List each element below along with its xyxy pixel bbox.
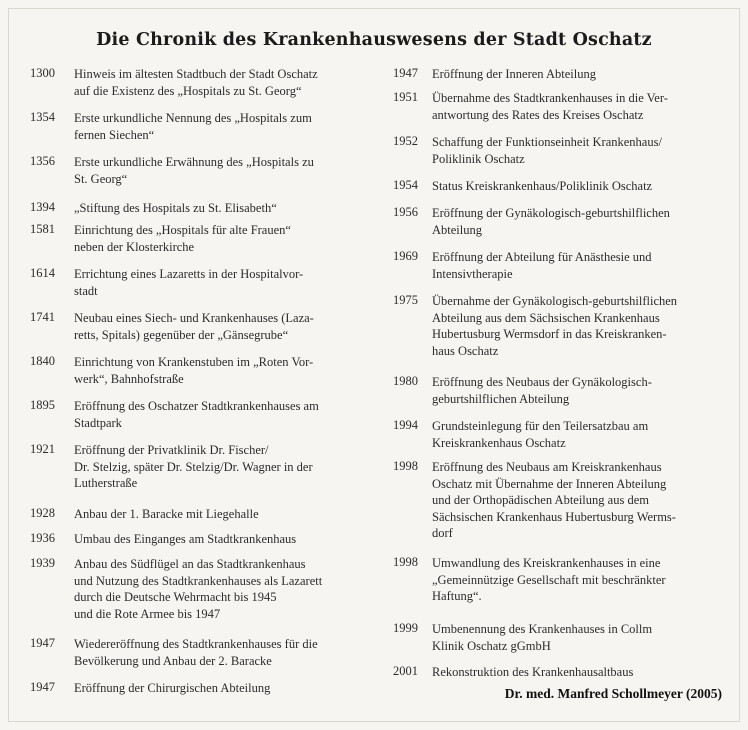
entry-line: Neubau eines Siech- und Krankenhauses (Laza- bbox=[74, 311, 314, 325]
entry-description bbox=[74, 680, 270, 697]
entry-line: und die Rote Armee bis 1947 bbox=[74, 606, 221, 621]
entry-year: 2001 bbox=[393, 664, 418, 678]
entry-description bbox=[74, 354, 313, 387]
page-title: Die Chronik des Krankenhauswesens der Stadt Oschatz bbox=[96, 30, 652, 50]
entry-description bbox=[432, 66, 596, 83]
entry-year: 1354 bbox=[30, 110, 55, 124]
entry-line: Umbau des Einganges am Stadtkrankenhaus bbox=[74, 532, 297, 546]
entry-line: Errichtung eines Lazaretts in der Hospitalvor- bbox=[74, 267, 304, 281]
entry-line: Bevölkerung und Anbau der 2. Baracke bbox=[74, 653, 272, 668]
entry-line: retts, Spitals) gegenüber der „Gänsegrube“ bbox=[74, 327, 289, 342]
entry-year: 1741 bbox=[30, 310, 55, 324]
entry-line: Übernahme des Stadtkrankenhauses in die Ver- bbox=[432, 91, 668, 105]
entry-line: Klinik Oschatz gGmbH bbox=[432, 638, 551, 653]
entry-line: Einrichtung des „Hospitals für alte Frauen“ bbox=[74, 223, 291, 237]
entry-line: Haftung“. bbox=[432, 589, 482, 604]
entry-description bbox=[74, 398, 319, 431]
entry-description bbox=[432, 555, 666, 605]
entry-line: neben der Klosterkirche bbox=[74, 239, 195, 254]
entry-description bbox=[432, 374, 652, 407]
entry-description bbox=[74, 110, 312, 143]
entry-description bbox=[432, 621, 652, 654]
entry-line: Eröffnung der Gynäkologisch-geburtshilflichen bbox=[432, 206, 670, 220]
entry-line: Eröffnung der Inneren Abteilung bbox=[432, 67, 596, 81]
entry-line: Oschatz mit Übernahme der Inneren Abteilung bbox=[432, 476, 667, 491]
entry-line: Eröffnung der Chirurgischen Abteilung bbox=[74, 681, 271, 695]
entry-line: Erste urkundliche Erwähnung des „Hospitals zu bbox=[74, 155, 314, 169]
entry-year: 1998 bbox=[393, 555, 418, 569]
entry-description bbox=[432, 664, 633, 681]
entry-line: und Nutzung des Stadtkrankenhauses als Lazarett bbox=[74, 573, 323, 588]
entry-line: Anbau der 1. Baracke mit Liegehalle bbox=[74, 507, 259, 521]
entry-line: fernen Siechen“ bbox=[74, 127, 155, 142]
entry-description bbox=[74, 266, 303, 299]
entry-description bbox=[432, 90, 668, 123]
entry-year: 1994 bbox=[393, 418, 418, 432]
entry-year: 1394 bbox=[30, 200, 55, 214]
entry-year: 1969 bbox=[393, 249, 418, 263]
entry-line: haus Oschatz bbox=[432, 343, 499, 358]
entry-year: 1952 bbox=[393, 134, 418, 148]
entry-line: Grundsteinlegung für den Teilersatzbau am bbox=[432, 419, 649, 433]
entry-line: Schaffung der Funktionseinheit Krankenhaus/ bbox=[432, 135, 662, 149]
entry-year: 1999 bbox=[393, 621, 418, 635]
entry-line: werk“, Bahnhofstraße bbox=[74, 371, 184, 386]
entry-line: „Gemeinnützige Gesellschaft mit beschränkter bbox=[432, 572, 666, 587]
entry-line: Einrichtung von Krankenstuben im „Roten Vor- bbox=[74, 355, 314, 369]
entry-year: 1947 bbox=[393, 66, 418, 80]
entry-description bbox=[432, 178, 652, 195]
entry-line: Hubertusburg Wermsdorf in das Kreiskranken- bbox=[432, 327, 667, 342]
entry-line: St. Georg“ bbox=[74, 171, 128, 186]
entry-description bbox=[74, 531, 296, 548]
entry-line: und der Orthopädischen Abteilung aus dem bbox=[432, 493, 649, 508]
entry-description bbox=[74, 154, 314, 187]
entry-description bbox=[74, 222, 291, 255]
entry-line: Umbenennung des Krankenhauses in Collm bbox=[432, 622, 653, 636]
entry-line: Eröffnung des Oschatzer Stadtkrankenhauses am bbox=[74, 399, 319, 413]
entry-year: 1840 bbox=[30, 354, 55, 368]
entry-description bbox=[74, 506, 259, 523]
entry-year: 1936 bbox=[30, 531, 55, 545]
entry-description bbox=[74, 556, 322, 622]
entry-year: 1975 bbox=[393, 293, 418, 307]
entry-year: 1947 bbox=[30, 680, 55, 694]
entry-description bbox=[74, 66, 318, 99]
entry-line: „Stiftung des Hospitals zu St. Elisabeth“ bbox=[74, 201, 277, 215]
entry-year: 1581 bbox=[30, 222, 55, 236]
entry-description bbox=[432, 249, 652, 282]
author-signature: Dr. med. Manfred Schollmeyer (2005) bbox=[504, 686, 722, 701]
entry-line: Sächsischen Krankenhaus Hubertusburg Werms- bbox=[432, 509, 676, 524]
entry-line: Kreiskrankenhaus Oschatz bbox=[432, 435, 566, 450]
entry-line: geburtshilflichen Abteilung bbox=[432, 391, 570, 406]
entry-line: Poliklinik Oschatz bbox=[432, 151, 525, 166]
entry-line: Abteilung bbox=[432, 222, 482, 237]
entry-description bbox=[432, 134, 662, 167]
entry-line: Eröffnung der Privatklinik Dr. Fischer/ bbox=[74, 443, 269, 457]
entry-description bbox=[74, 636, 318, 669]
entry-line: Eröffnung des Neubaus der Gynäkologisch- bbox=[432, 375, 652, 389]
entry-line: Eröffnung der Abteilung für Anästhesie und bbox=[432, 250, 652, 264]
entry-line: Hinweis im ältesten Stadtbuch der Stadt Oschatz bbox=[74, 67, 318, 81]
entry-year: 1956 bbox=[393, 205, 418, 219]
entry-description bbox=[432, 205, 670, 238]
entry-line: Wiedereröffnung des Stadtkrankenhauses für die bbox=[74, 637, 318, 651]
entry-line: Dr. Stelzig, später Dr. Stelzig/Dr. Wagner in der bbox=[74, 459, 313, 474]
entry-year: 1954 bbox=[393, 178, 418, 192]
entry-year: 1947 bbox=[30, 636, 55, 650]
entry-year: 1998 bbox=[393, 459, 418, 473]
entry-line: Lutherstraße bbox=[74, 476, 138, 491]
entry-year: 1928 bbox=[30, 506, 55, 520]
entry-line: Intensivtherapie bbox=[432, 266, 513, 281]
entry-description bbox=[74, 200, 277, 217]
entry-year: 1300 bbox=[30, 66, 55, 80]
entry-line: Eröffnung des Neubaus am Kreiskrankenhaus bbox=[432, 460, 662, 474]
entry-line: Abteilung aus dem Sächsischen Krankenhaus bbox=[432, 310, 660, 325]
entry-description bbox=[432, 293, 677, 359]
entry-line: Stadtpark bbox=[74, 415, 122, 430]
entry-year: 1614 bbox=[30, 266, 55, 280]
entry-line: Rekonstruktion des Krankenhausaltbaus bbox=[432, 665, 634, 679]
entry-line: Erste urkundliche Nennung des „Hospitals zum bbox=[74, 111, 312, 125]
entry-year: 1939 bbox=[30, 556, 55, 570]
entry-line: stadt bbox=[74, 283, 98, 298]
entry-year: 1356 bbox=[30, 154, 55, 168]
entry-year: 1951 bbox=[393, 90, 418, 104]
entry-line: Anbau des Südflügel an das Stadtkrankenhaus bbox=[74, 557, 306, 571]
entry-description bbox=[74, 310, 314, 343]
entry-line: Status Kreiskrankenhaus/Poliklinik Oschatz bbox=[432, 179, 653, 193]
entry-year: 1980 bbox=[393, 374, 418, 388]
entry-line: Übernahme der Gynäkologisch-geburtshilflichen bbox=[432, 294, 678, 308]
entry-description bbox=[74, 442, 313, 492]
entry-description bbox=[432, 459, 676, 542]
entry-description bbox=[432, 418, 648, 451]
entry-year: 1921 bbox=[30, 442, 55, 456]
entry-line: antwortung des Rates des Kreises Oschatz bbox=[432, 107, 644, 122]
entry-line: Umwandlung des Kreiskrankenhauses in eine bbox=[432, 556, 661, 570]
entry-line: dorf bbox=[432, 526, 453, 541]
entry-year: 1895 bbox=[30, 398, 55, 412]
entry-line: durch die Deutsche Wehrmacht bis 1945 bbox=[74, 590, 277, 605]
entry-line: auf die Existenz des „Hospitals zu St. Georg“ bbox=[74, 83, 302, 98]
